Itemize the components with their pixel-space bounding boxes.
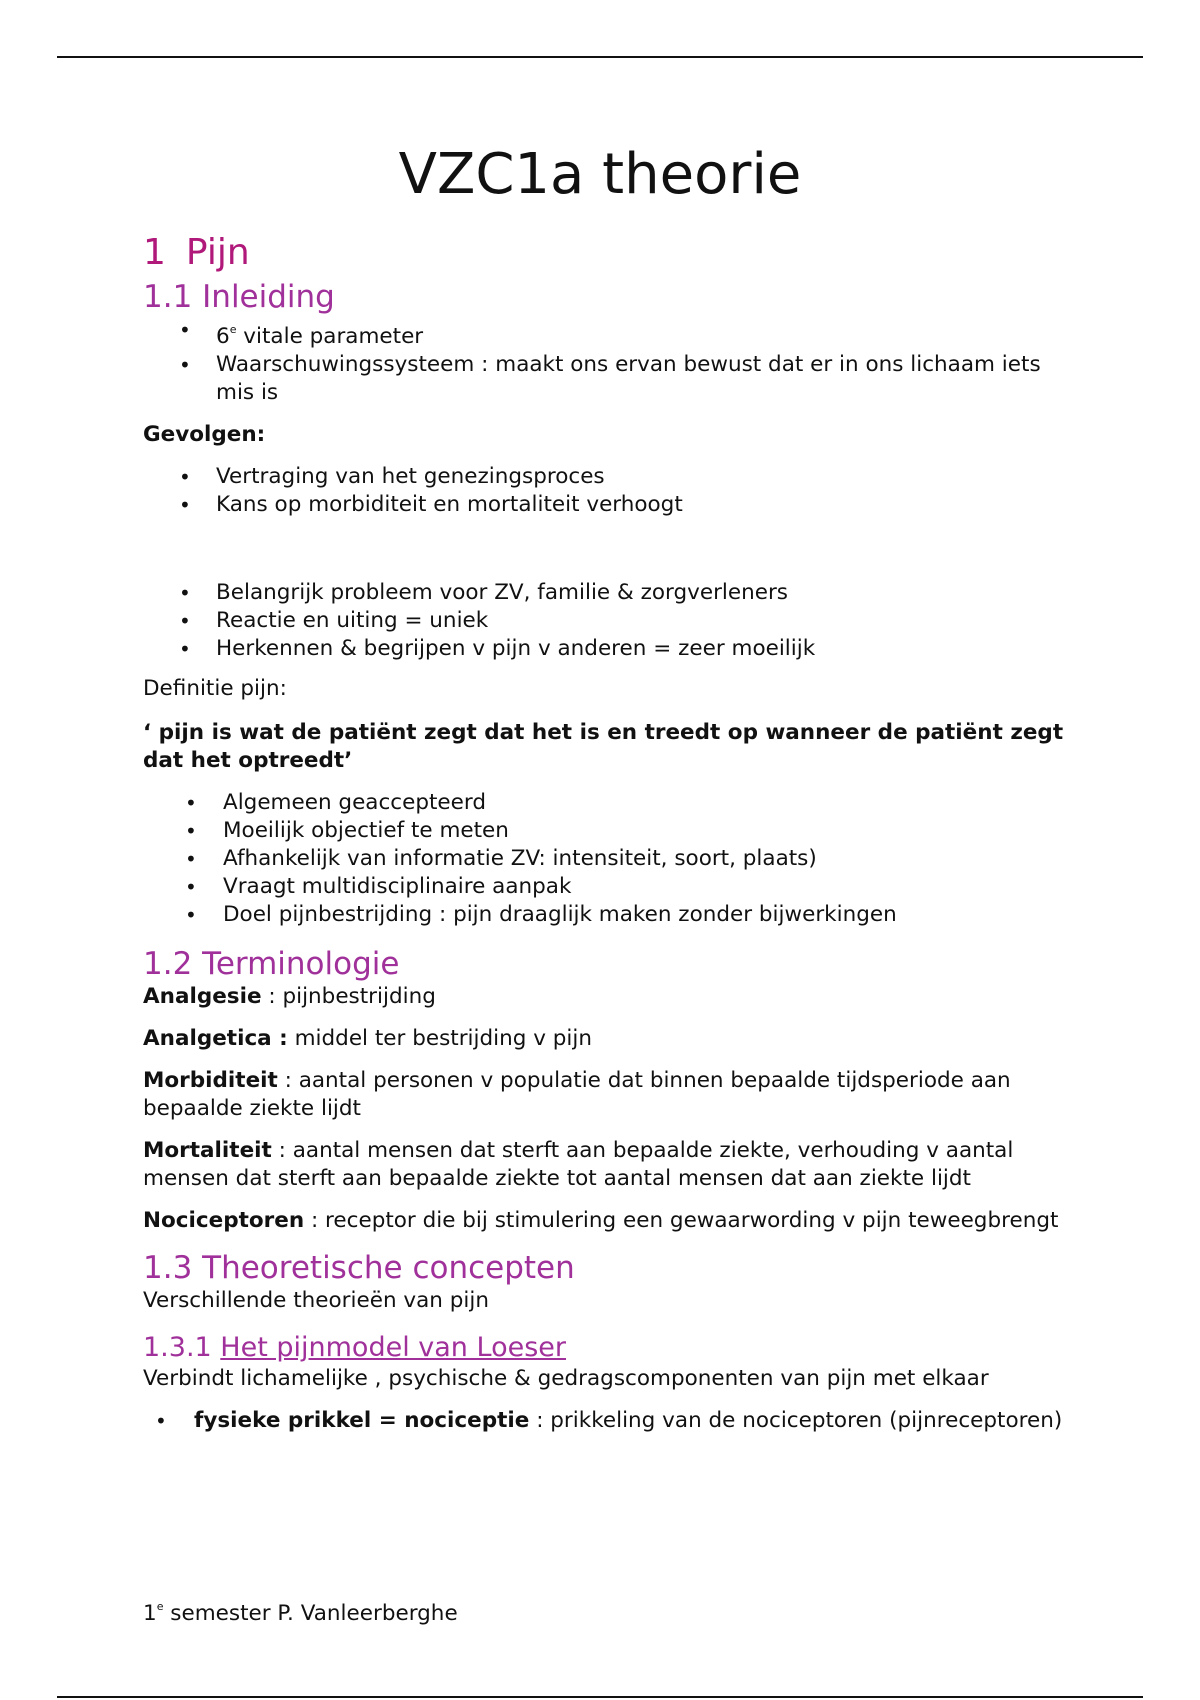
term-definition: : receptor die bij stimulering een gewaarwording v pijn teweegbrengt bbox=[304, 1208, 1059, 1233]
gevolgen-list bbox=[143, 463, 1073, 519]
term-morbiditeit bbox=[143, 1067, 1073, 1123]
term-definition: : pijnbestrijding bbox=[261, 984, 436, 1009]
term-definition: : aantal mensen dat sterft aan bepaalde ziekte, verhouding v aantal mensen dat sterft aan bepaalde ziekte tot aantal mensen dat aan ziekte lijdt bbox=[143, 1138, 1014, 1191]
list-item: • Reactie en uiting = uniek bbox=[143, 607, 1073, 635]
section-title: Pijn bbox=[185, 232, 250, 273]
item-text: : prikkeling van de nociceptoren (pijnreceptoren) bbox=[529, 1408, 1063, 1433]
term-label: Mortaliteit bbox=[143, 1138, 272, 1163]
footer-number: 1 bbox=[143, 1601, 157, 1626]
list-item: • Herkennen & begrijpen v pijn v anderen = zeer moeilijk bbox=[143, 635, 1073, 663]
concepten-intro: Verschillende theorieën van pijn bbox=[143, 1288, 489, 1313]
bottom-rule bbox=[57, 1696, 1143, 1698]
loeser-list bbox=[143, 1407, 1073, 1435]
gevolgen-label: Gevolgen: bbox=[143, 422, 266, 447]
list-item: • Doel pijnbestrijding : pijn draaglijk maken zonder bijwerkingen bbox=[143, 901, 1073, 929]
item-text: vitale parameter bbox=[236, 324, 424, 349]
list-item: • Belangrijk probleem voor ZV, familie & zorgverleners bbox=[143, 579, 1073, 607]
heading-inleiding: 1.1 Inleiding bbox=[143, 279, 335, 315]
heading-pijnmodel-loeser bbox=[143, 1331, 1073, 1365]
term-nociceptoren bbox=[143, 1207, 1073, 1235]
footer-text: semester P. Vanleerberghe bbox=[163, 1601, 458, 1626]
list-item: • Algemeen geaccepteerd bbox=[143, 789, 1073, 817]
term-mortaliteit bbox=[143, 1137, 1073, 1193]
document-title: VZC1a theorie bbox=[398, 142, 802, 207]
problem-list bbox=[143, 579, 1073, 663]
loeser-intro: Verbindt lichamelijke , psychische & gedragscomponenten van pijn met elkaar bbox=[143, 1366, 989, 1391]
list-item: • Waarschuwingssysteem : maakt ons ervan bewust dat er in ons lichaam iets mis is bbox=[143, 351, 1073, 407]
list-item bbox=[143, 316, 1073, 351]
list-item: • Vraagt multidisciplinaire aanpak bbox=[143, 873, 1073, 901]
document-page bbox=[143, 140, 1073, 1435]
subsection-title: Het pijnmodel van Loeser bbox=[220, 1332, 566, 1363]
term-label: Analgetica : bbox=[143, 1026, 288, 1051]
superscript: e bbox=[229, 323, 237, 336]
item-number: 6 bbox=[216, 324, 230, 349]
heading-theoretische-concepten: 1.3 Theoretische concepten bbox=[143, 1250, 575, 1286]
term-label: Morbiditeit bbox=[143, 1068, 278, 1093]
list-item: • Afhankelijk van informatie ZV: intensiteit, soort, plaats) bbox=[143, 845, 1073, 873]
definitie-label: Definitie pijn: bbox=[143, 676, 287, 701]
subsection-number: 1.3.1 bbox=[143, 1332, 212, 1363]
top-rule bbox=[57, 56, 1143, 58]
section-number: 1 bbox=[143, 232, 166, 273]
page-footer bbox=[143, 1600, 458, 1626]
list-item: • Moeilijk objectief te meten bbox=[143, 817, 1073, 845]
definitie-quote: ‘ pijn is wat de patiënt zegt dat het is en treedt op wanneer de patiënt zegt dat het optreedt’ bbox=[143, 720, 1064, 773]
item-bold: fysieke prikkel = nociceptie bbox=[194, 1408, 530, 1433]
term-analgesie bbox=[143, 983, 1073, 1011]
list-item: • Vertraging van het genezingsproces bbox=[143, 463, 1073, 491]
inleiding-list bbox=[143, 316, 1073, 407]
list-item: • Kans op morbiditeit en mortaliteit verhoogt bbox=[143, 491, 1073, 519]
definitie-list bbox=[143, 789, 1073, 929]
term-definition: middel ter bestrijding v pijn bbox=[287, 1026, 592, 1051]
superscript: e bbox=[156, 1600, 164, 1613]
list-item bbox=[143, 1407, 1073, 1435]
term-analgetica bbox=[143, 1025, 1073, 1053]
section-heading-pijn bbox=[143, 232, 1073, 274]
term-label: Analgesie bbox=[143, 984, 262, 1009]
heading-terminologie: 1.2 Terminologie bbox=[143, 946, 400, 982]
term-label: Nociceptoren bbox=[143, 1208, 305, 1233]
term-definition: : aantal personen v populatie dat binnen bepaalde tijdsperiode aan bepaalde ziekte lijdt bbox=[143, 1068, 1011, 1121]
